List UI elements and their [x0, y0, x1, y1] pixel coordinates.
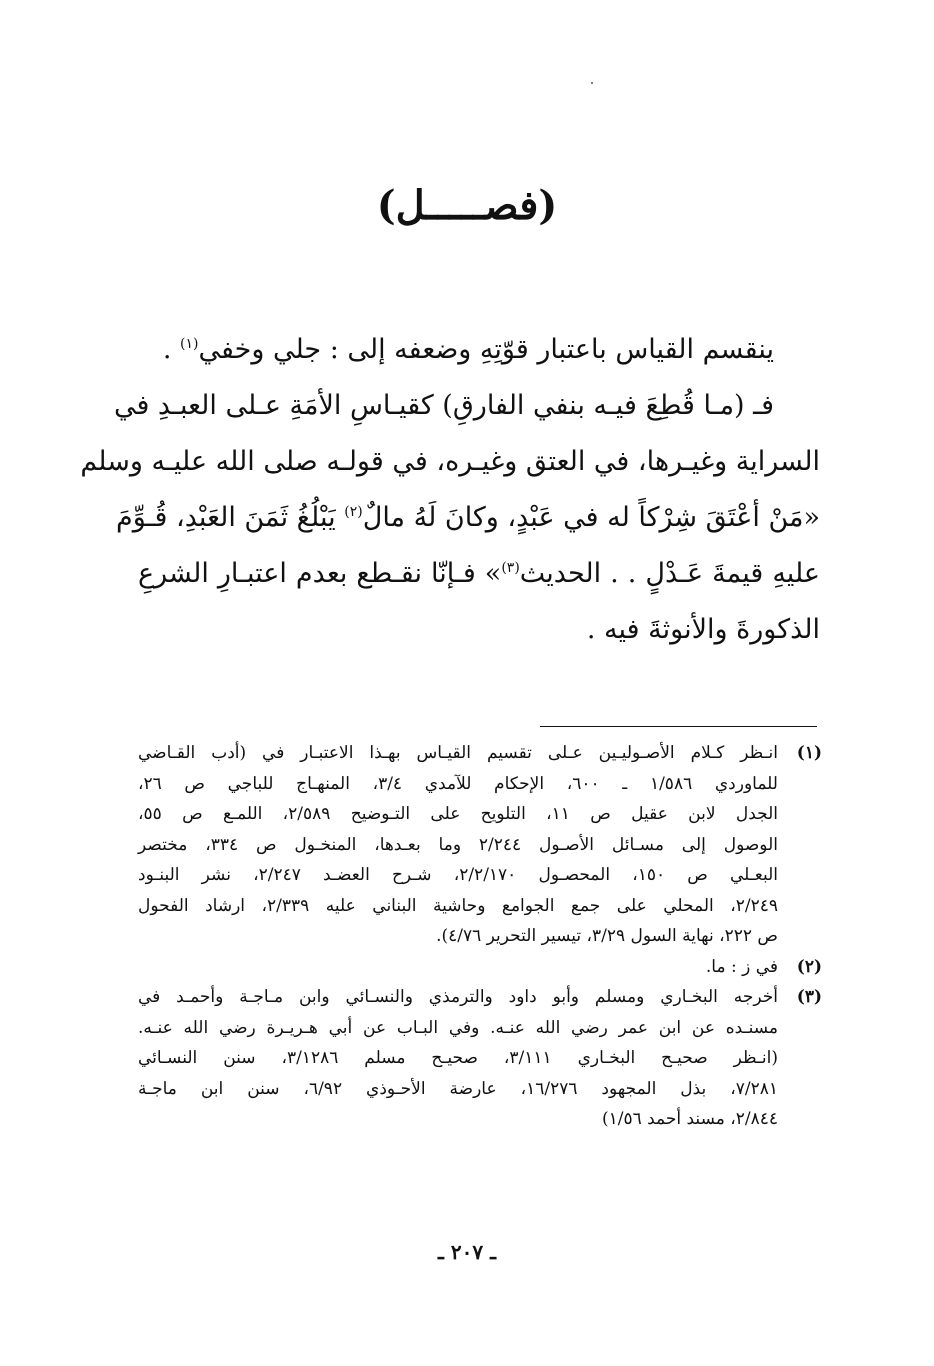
line4-start: عليهِ قيمةَ عَـدْلٍ . . الحديث [519, 558, 820, 589]
footnote-line: ص ٢٢٢، نهاية السول ٣/٢٩، تيسير التحرير ٤/٧٦). [436, 926, 778, 946]
footnotes [138, 738, 822, 1135]
main-text [80, 322, 820, 658]
line4-end: » فـإنّا نقـطع بعدم اعتبـارِ الشرعِ [138, 558, 502, 589]
footnote-line: ٢/٢٤٩، المحلي على جمع الجوامع وحاشية البناني عليه ٢/٣٣٩، ارشاد الفحول [138, 895, 778, 916]
footnote-line: في ز : ما. [705, 956, 778, 977]
line3-start: «مَنْ أعْتَقَ شِرْكاً له في عَبْدٍ، وكانَ لَهُ مالٌ [362, 502, 820, 533]
intro-end: . [162, 334, 181, 365]
footnote-line: الجدل لابن عقيل ص ١١، التلويح على التـوضيح ٢/٥٨٩، اللمـع ص ٥٥، [138, 804, 779, 824]
paragraph-line-5: الذكورةَ والأنوثةَ فيه . [586, 614, 820, 645]
footnote-line: الوصول إلى مسـائل الأصـول ٢/٢٤٤ وما بعـدها، المنخـول ص ٣٣٤، مختصر [138, 834, 778, 855]
footnote-ref-1: (١) [180, 336, 199, 352]
footnote-line: (انـظر صحيـح البخـاري ٣/١١١، صحيـح مسلم ٣/١٢٨٦، سنن النسـائي [138, 1048, 779, 1068]
footnote-1 [138, 738, 822, 952]
footnote-line: ٧/٢٨١، بذل المجهود ١٦/٢٧٦، عارضة الأحـوذي ٦/٩٢، سنن ابن ماجـة [138, 1078, 778, 1099]
paragraph-line-2: السراية وغيـرها، في العتق وغيـره، في قولـه صلى الله عليـه وسلم [80, 446, 820, 477]
footnote-ref-2: (٢) [344, 504, 363, 520]
footnote-separator [540, 726, 817, 727]
paragraph-line-1: فـ (مـا قُطِعَ فيـه بنفي الفارقِ) كقيـاسِ الأمَةِ عـلى العبـدِ في [113, 390, 774, 421]
intro-text: ينقسم القياس باعتبار قوّتِهِ وضعفه إلى : جلي وخفي [198, 334, 774, 365]
footnote-number: (٢) [796, 956, 822, 977]
footnote-line: ٢/٨٤٤، مسند أحمد ١/٥٦) [601, 1109, 778, 1129]
footnote-line: أخرجه البخـاري ومسلم وأبو داود والترمذي والنسـائي وابن مـاجـة وأحمـد في [138, 987, 778, 1007]
paragraph-line-3 [115, 490, 820, 546]
footnote-3 [138, 982, 822, 1135]
main-paragraph [80, 378, 820, 658]
chapter-title: (فصـــــل) [376, 182, 558, 229]
footnote-line: مسنـده عن ابن عمر رضي الله عنـه. وفي البـاب عن أبي هـريـرة رضي الله عنـه. [138, 1017, 778, 1038]
footnote-2 [138, 952, 822, 983]
footnote-line: البعـلي ص ١٥٠، المحصـول ٢/٢/١٧٠، شـرح العضـد ٢/٢٤٧، نشر البنـود [138, 865, 779, 885]
footnote-line: انـظر كـلام الأصـوليـين عـلى تقسيم القيـاس بهـذا الاعتبـار في (أدب القـاضي [138, 743, 778, 763]
footnote-ref-3: (٣) [501, 560, 520, 576]
footnote-number: (٣) [796, 987, 822, 1007]
footnote-number: (١) [796, 743, 822, 763]
footnote-line: للماوردي ١/٥٨٦ ـ ٦٠٠، الإحكام للآمدي ٣/٤، المنهـاج للباجي ص ٢٦، [138, 773, 778, 794]
intro-sentence [138, 322, 820, 378]
line3-end: يَبْلُغُ ثَمَنَ العَبْدِ، قُـوِّمَ [115, 502, 345, 533]
scan-speck [591, 82, 593, 84]
paragraph-line-4 [138, 546, 820, 602]
page-number: ـ ٢٠٧ ـ [438, 1240, 496, 1264]
